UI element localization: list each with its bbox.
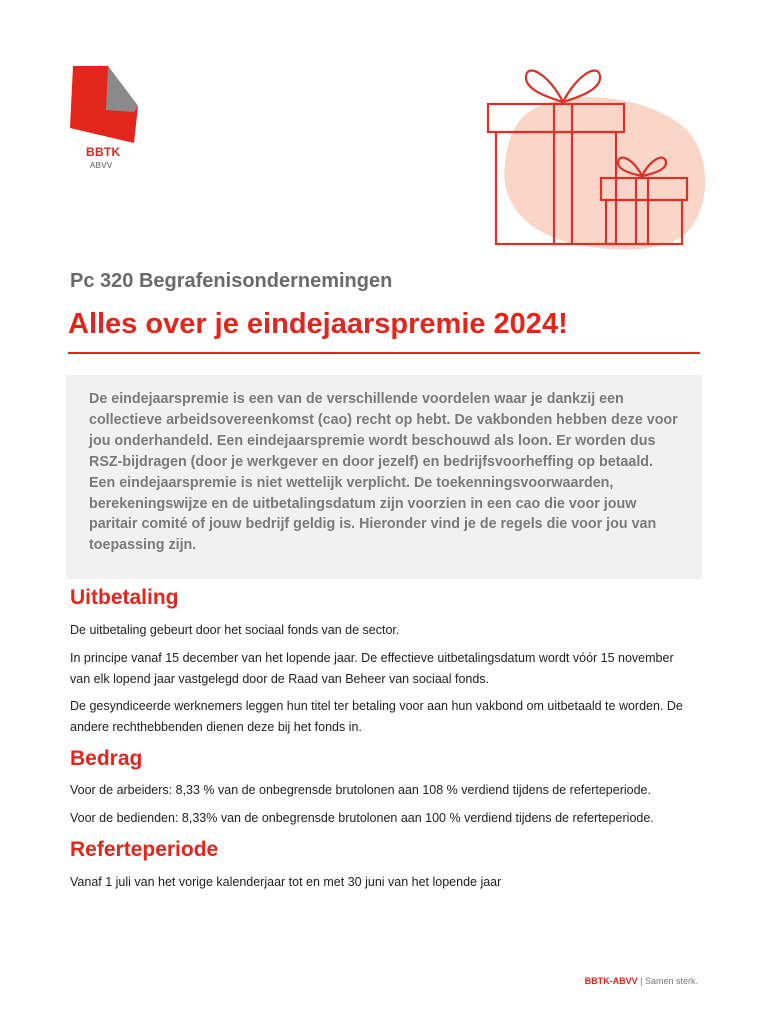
section-paragraph: Voor de arbeiders: 8,33 % van de onbegrensde brutolonen aan 108 % verdiend tijdens de referteperiode.: [70, 783, 651, 797]
intro-text: De eindejaarspremie is een van de verschillende voordelen waar je dankzij een collectieve arbeidsovereenkomst (cao) recht op hebt. De vakbonden hebben deze voor jou onderhandeld. Een eindejaarspremie wordt beschouwd als loon. Er worden dus RSZ-bijdragen (door je werkgever en door jezelf) en bedrijfsvoorheffing op betaald. Een eindejaarspremie is niet wettelijk verplicht. De toekenningsvoorwaarden, berekeningswijze en de uitbetalingsdatum zijn voorzien in een cao die voor jouw paritair comité of jouw bedrijf geldig is. Hieronder vind je de regels die voor jou van toepassing zijn.: [89, 391, 678, 554]
section-heading-referteperiode: Referteperiode: [70, 838, 219, 861]
logo-name: BBTK: [86, 145, 121, 159]
footer-tagline: Samen sterk.: [644, 976, 698, 986]
section-paragraph: De gesyndiceerde werknemers leggen hun titel ter betaling voor aan hun vakbond om uitbetaald te worden. De andere rechthebbenden dienen deze bij het fonds in.: [70, 699, 683, 734]
footer-separator: |: [637, 976, 645, 986]
footer: [585, 976, 698, 986]
gift-boxes-icon: [480, 58, 710, 254]
section-paragraph: Vanaf 1 juli van het vorige kalenderjaar tot en met 30 juni van het lopende jaar: [70, 875, 502, 889]
intro-box: [66, 375, 702, 579]
section-paragraph: In principe vanaf 15 december van het lopende jaar. De effectieve uitbetalingsdatum wordt vóór 15 november van elk lopend jaar vastgelegd door de Raad van Beheer van sociaal fonds.: [70, 651, 674, 686]
footer-brand: BBTK-ABVV: [584, 976, 638, 986]
bbtk-logo: [68, 64, 144, 170]
title-divider: [68, 352, 700, 354]
logo-subname: ABVV: [90, 161, 113, 170]
section-paragraph: De uitbetaling gebeurt door het sociaal fonds van de sector.: [70, 623, 400, 637]
section-heading-bedrag: Bedrag: [70, 747, 143, 770]
logo-mark-icon: [68, 64, 144, 144]
document-title: Alles over je eindejaarspremie 2024!: [68, 308, 568, 340]
section-paragraph: Voor de bedienden: 8,33% van de onbegrensde brutolonen aan 100 % verdiend tijdens de referteperiode.: [70, 811, 654, 825]
document-subtitle: Pc 320 Begrafenisondernemingen: [70, 270, 393, 292]
section-heading-uitbetaling: Uitbetaling: [70, 586, 179, 609]
